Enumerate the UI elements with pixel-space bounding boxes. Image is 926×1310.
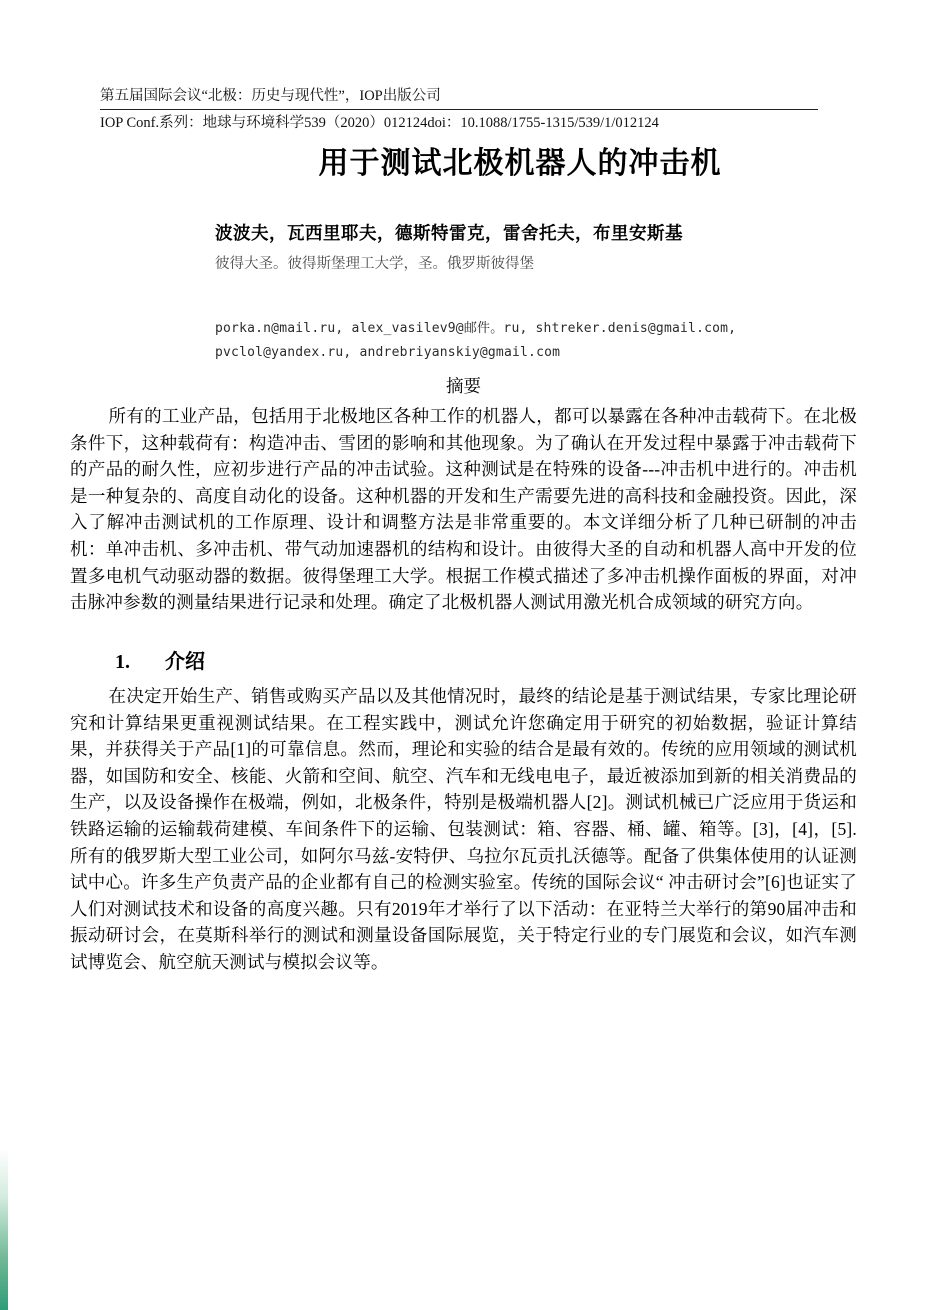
section-heading bbox=[70, 645, 857, 674]
abstract-section bbox=[70, 373, 857, 616]
running-header bbox=[100, 86, 818, 134]
affiliation: 彼得大圣。彼得斯堡理工大学，圣。俄罗斯彼得堡 bbox=[215, 256, 534, 272]
section-number: 1. bbox=[115, 651, 130, 673]
author-names: 波波夫，瓦西里耶夫，德斯特雷克，雷舍托夫，布里安斯基 bbox=[215, 223, 683, 243]
section-body: 在决定开始生产、销售或购买产品以及其他情况时，最终的结论是基于测试结果，专家比理论研究和计算结果更重视测试结果。在工程实践中，测试允许您确定用于研究的初始数据，验证计算结果，并获得关于产品[1]的可靠信息。然而，理论和实验的结合是最有效的。传统的应用领域的测试机器，如国防和安全、核能、火箭和空间、航空、汽车和无线电电子，最近被添加到新的相关消费品的生产，以及设备操作在极端，例如，北极条件，特别是极端机器人[2]。测试机械已广泛应用于货运和铁路运输的运输载荷建模、车间条件下的运输、包装测试：箱、容器、桶、罐、箱等。[3]，[4]，[5]. 所有的俄罗斯大型工业公司，如阿尔马兹-安特伊、乌拉尔瓦贡扎沃德等。配备了供集体使用的认证测试中心。许多生产负责产品的企业都有自己的检测实验室。传统的国际会议“ 冲击研讨会”[6]也证实了人们对测试技术和设备的高度兴趣。只有2019年才举行了以下活动：在亚特兰大举行的第90届冲击和振动研讨会，在莫斯科举行的测试和测量设备国际展览，关于特定行业的专门展览和会议，如汽车测试博览会、航空航天测试与模拟会议等。 bbox=[70, 686, 857, 972]
emails-line-2: pvclol@yandex.ru, andrebriyanskiy@gmail.com bbox=[215, 345, 561, 361]
bottom-left-accent-strip bbox=[0, 1148, 8, 1310]
conference-title-line: 第五届国际会议“北极：历史与现代性”，IOP出版公司 bbox=[100, 86, 818, 110]
emails-line-1: porka.n@mail.ru, alex_vasilev9@邮件。ru, shtreker.denis@gmail.com, bbox=[215, 321, 737, 336]
abstract-body: 所有的工业产品，包括用于北极地区各种工作的机器人，都可以暴露在各种冲击载荷下。在北极条件下，这种载荷有：构造冲击、雪团的影响和其他现象。为了确认在开发过程中暴露于冲击载荷下的产品的耐久性，应初步进行产品的冲击试验。这种测试是在特殊的设备---冲击机中进行的。冲击机是一种复杂的、高度自动化的设备。这种机器的开发和生产需要先进的高科技和金融投资。因此，深入了解冲击测试机的工作原理、设计和调整方法是非常重要的。本文详细分析了几种已研制的冲击机：单冲击机、多冲击机、带气动加速器机的结构和设计。由彼得大圣的自动和机器人高中开发的位置多电机气动驱动器的数据。彼得堡理工大学。根据工作模式描述了多冲击机操作面板的界面，对冲击脉冲参数的测量结果进行记录和处理。确定了北极机器人测试用激光机合成领域的研究方向。 bbox=[70, 406, 857, 613]
paper-title: 用于测试北极机器人的冲击机 bbox=[318, 147, 722, 180]
author-block bbox=[215, 220, 855, 365]
section-title: 介绍 bbox=[165, 651, 205, 673]
author-emails bbox=[215, 317, 855, 365]
abstract-heading: 摘要 bbox=[446, 376, 481, 396]
journal-citation-doi: IOP Conf.系列：地球与环境科学539（2020）012124doi：10.1088/1755-1315/539/1/012124 bbox=[100, 115, 659, 132]
section-introduction bbox=[70, 645, 857, 976]
